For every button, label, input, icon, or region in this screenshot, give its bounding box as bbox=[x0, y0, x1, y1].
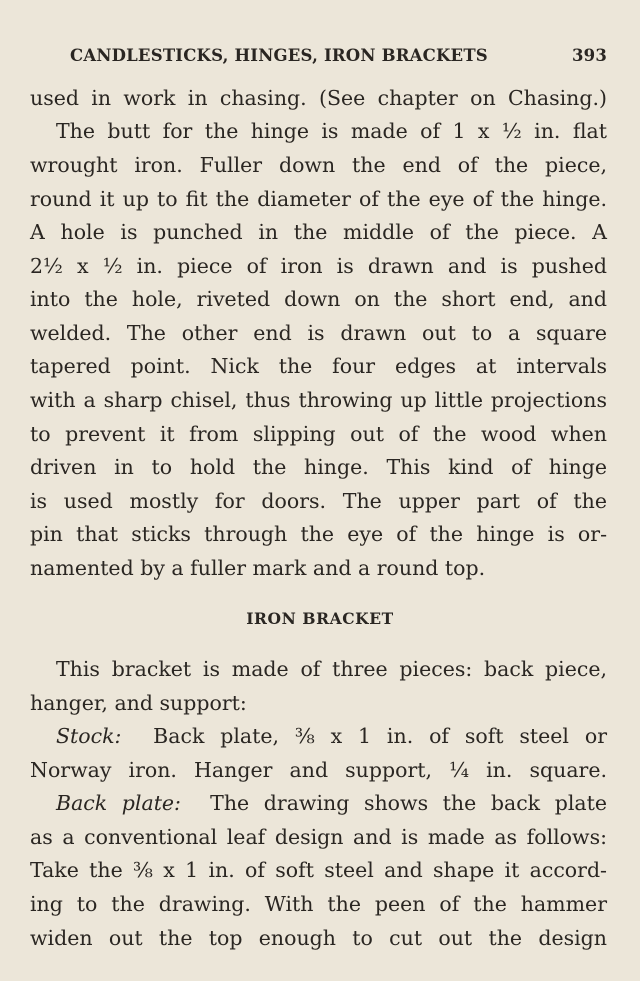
stock-text: Back plate, ⅜ x 1 in. of soft steel or bbox=[153, 724, 607, 748]
paragraph-line: used in work in chasing. (See chapter on Chasing.) bbox=[30, 86, 607, 110]
paragraph-line: The butt for the hinge is made of 1 x ½ in. flat bbox=[56, 119, 607, 143]
header-title: CANDLESTICKS, HINGES, IRON BRACKETS bbox=[70, 46, 488, 65]
paragraph-line: as a conventional leaf design and is made as follows: bbox=[30, 825, 607, 849]
paragraph-line: tapered point. Nick the four edges at intervals bbox=[30, 354, 607, 378]
section-heading: IRON BRACKET bbox=[246, 609, 394, 628]
paragraph-line: hanger, and support: bbox=[30, 691, 247, 715]
paragraph-line: pin that sticks through the eye of the hinge is or- bbox=[30, 522, 607, 546]
paragraph-line: 2½ x ½ in. piece of iron is drawn and is pushed bbox=[30, 254, 607, 278]
paragraph-line: Take the ⅜ x 1 in. of soft steel and shape it accord- bbox=[30, 858, 607, 882]
back-plate-line bbox=[56, 791, 607, 817]
paragraph-line: round it up to fit the diameter of the eye of the hinge. bbox=[30, 187, 607, 211]
running-header bbox=[70, 46, 610, 74]
paragraph-line: into the hole, riveted down on the short end, and bbox=[30, 287, 607, 311]
stock-line bbox=[56, 724, 607, 750]
paragraph-line: with a sharp chisel, thus throwing up little projections bbox=[30, 388, 607, 412]
paragraph-line: Norway iron. Hanger and support, ¼ in. square. bbox=[30, 758, 607, 782]
page-number: 393 bbox=[571, 46, 607, 65]
back-plate-label: Back plate: bbox=[56, 791, 181, 815]
paragraph-line: driven in to hold the hinge. This kind of hinge bbox=[30, 455, 607, 479]
stock-label: Stock: bbox=[56, 724, 122, 748]
back-plate-text: The drawing shows the back plate bbox=[210, 791, 607, 815]
paragraph-line: ing to the drawing. With the peen of the hammer bbox=[30, 892, 607, 916]
paragraph-line: is used mostly for doors. The upper part of the bbox=[30, 489, 607, 513]
paragraph-line: This bracket is made of three pieces: back piece, bbox=[56, 657, 607, 681]
paragraph-line: namented by a fuller mark and a round top. bbox=[30, 556, 486, 580]
paragraph-line: A hole is punched in the middle of the piece. A bbox=[30, 220, 607, 244]
paragraph-line: widen out the top enough to cut out the design bbox=[30, 926, 607, 950]
paragraph-line: to prevent it from slipping out of the wood when bbox=[30, 422, 607, 446]
paragraph-line: wrought iron. Fuller down the end of the piece, bbox=[30, 153, 607, 177]
paragraph-line: welded. The other end is drawn out to a square bbox=[30, 321, 607, 345]
